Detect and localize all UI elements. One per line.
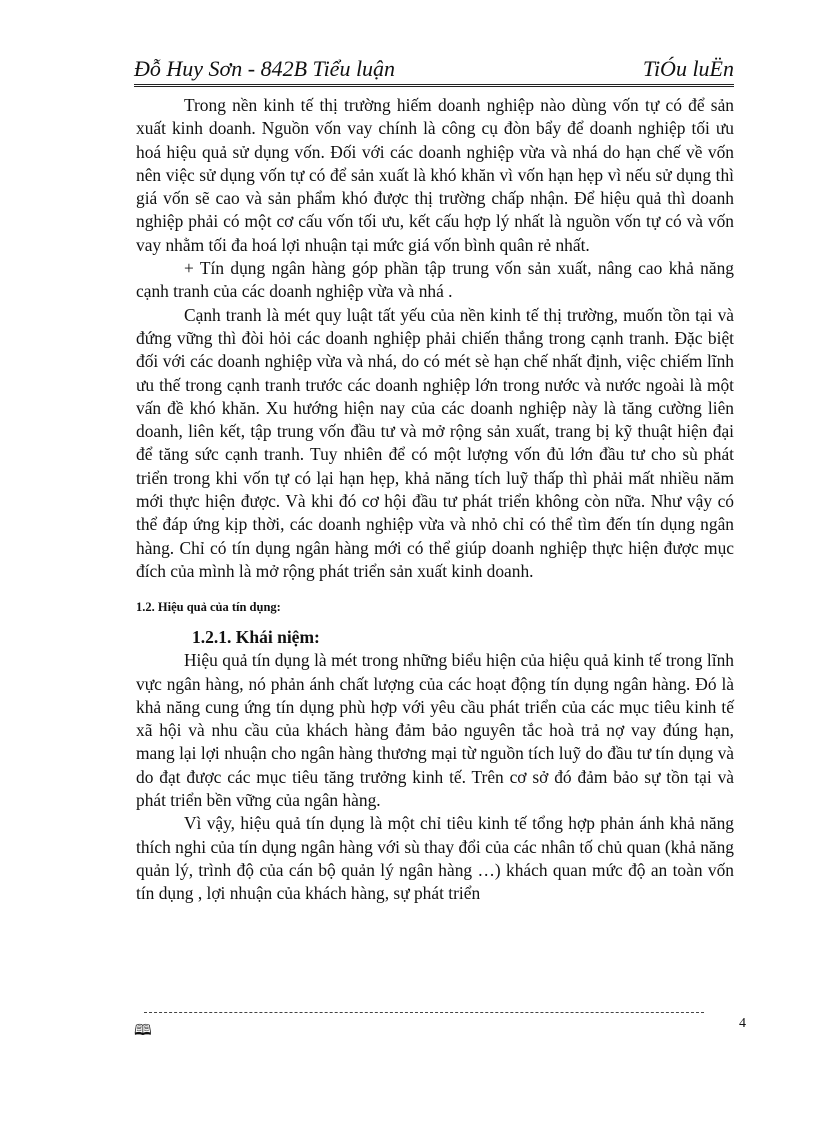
page-number: 4 (739, 1016, 746, 1031)
page-header (134, 54, 734, 88)
header-doc-type: TiÓu luËn (642, 56, 734, 81)
page-body (136, 94, 734, 906)
subsection-heading: 1.2.1. Khái niệm: (192, 627, 320, 648)
book-icon: 🕮 (134, 1023, 152, 1039)
header-rule (134, 84, 734, 87)
paragraph: Vì vậy, hiệu quả tín dụng là một chỉ tiêu kinh tế tổng hợp phản ánh khả năng thích nghi của tín dụng ngân hàng với sù thay đổi của các nhân tố chủ quan (khả năng quản lý, trình độ của cán bộ quản lý ngân hàng …) khách quan mức độ an toàn vốn tín dụng , lợi nhuận của khách hàng, sự phát triển (136, 813, 734, 904)
footer-rule (144, 1012, 704, 1013)
paragraph: Cạnh tranh là mét quy luật tất yếu của nền kinh tế thị trường, muốn tồn tại và đứng vững thì đòi hỏi các doanh nghiệp phải chiến thắng trong cạnh tranh. Đặc biệt đối với các doanh nghiệp vừa và nhá, do có mét sè hạn chế nhất định, việc chiếm lĩnh ưu thế trong cạnh tranh trước các doanh nghiệp lớn trong nước và nước ngoài là một vấn đề khó khăn. Xu hướng hiện nay của các doanh nghiệp này là tăng cường liên doanh, liên kết, tập trung vốn đầu tư và mở rộng sản xuất, trang bị kỹ thuật hiện đại để tăng sức cạnh tranh. Tuy nhiên để có một lượng vốn đủ lớn đầu tư cho sù phát triển trong khi vốn tự có lại hạn hẹp, khả năng tích luỹ thấp thì phải mất nhiều năm mới thực hiện được. Và khi đó cơ hội đầu tư phát triển không còn nữa. Như vậy có thể đáp ứng kịp thời, các doanh nghiệp vừa và nhỏ chỉ có thể tìm đến tín dụng ngân hàng. Chỉ có tín dụng ngân hàng mới có thể giúp doanh nghiệp thực hiện được mục đích của mình là mở rộng phát triển sản xuất kinh doanh. (136, 304, 734, 581)
paragraph: Hiệu quả tín dụng là mét trong những biểu hiện của hiệu quả kinh tế trong lĩnh vực ngân hàng, nó phản ánh chất lượng của các hoạt động tín dụng ngân hàng. Đó là khả năng cung ứng tín dụng phù hợp với yêu cầu phát triển của các mục tiêu kinh tế xã hội và nhu cầu của khách hàng đảm bảo nguyên tắc hoà trả nợ vay đúng hạn, mang lại lợi nhuận cho ngân hàng thương mại từ nguồn tích luỹ do đầu tư tín dụng và do đạt được các mục tiêu tăng trưởng kinh tế. Trên cơ sở đó đảm bảo sự tồn tại và phát triển bền vững của ngân hàng. (136, 650, 734, 811)
header-author-title: Đỗ Huy Sơn - 842B Tiểu luận (134, 56, 396, 81)
page-footer (134, 1012, 746, 1042)
paragraph: Trong nền kinh tế thị trường hiếm doanh nghiệp nào dùng vốn tự có để sản xuất kinh doanh. Nguồn vốn vay chính là công cụ đòn bẩy để doanh nghiệp tối ưu hoá hiệu quả sử dụng vốn. Đối với các doanh nghiệp vừa và nhá do hạn chế về vốn nên việc sử dụng vốn tự có để sản xuất là khó khăn vì vốn hạn hẹp vì nếu sử dụng thì giá vốn sẽ cao và sản phẩm khó được thị trường chấp nhận. Để hiệu quả thì doanh nghiệp phải có một cơ cấu vốn tối ưu, kết cấu hợp lý nhất là nguồn vốn tự có và vốn vay nhằm tối đa hoá lợi nhuận tại mức giá vốn bình quân rẻ nhất. (136, 95, 734, 255)
paragraph: + Tín dụng ngân hàng góp phần tập trung vốn sản xuất, nâng cao khả năng cạnh tranh của các doanh nghiệp vừa và nhá . (136, 258, 734, 302)
section-heading: 1.2. Hiệu quả của tín dụng: (136, 600, 281, 615)
